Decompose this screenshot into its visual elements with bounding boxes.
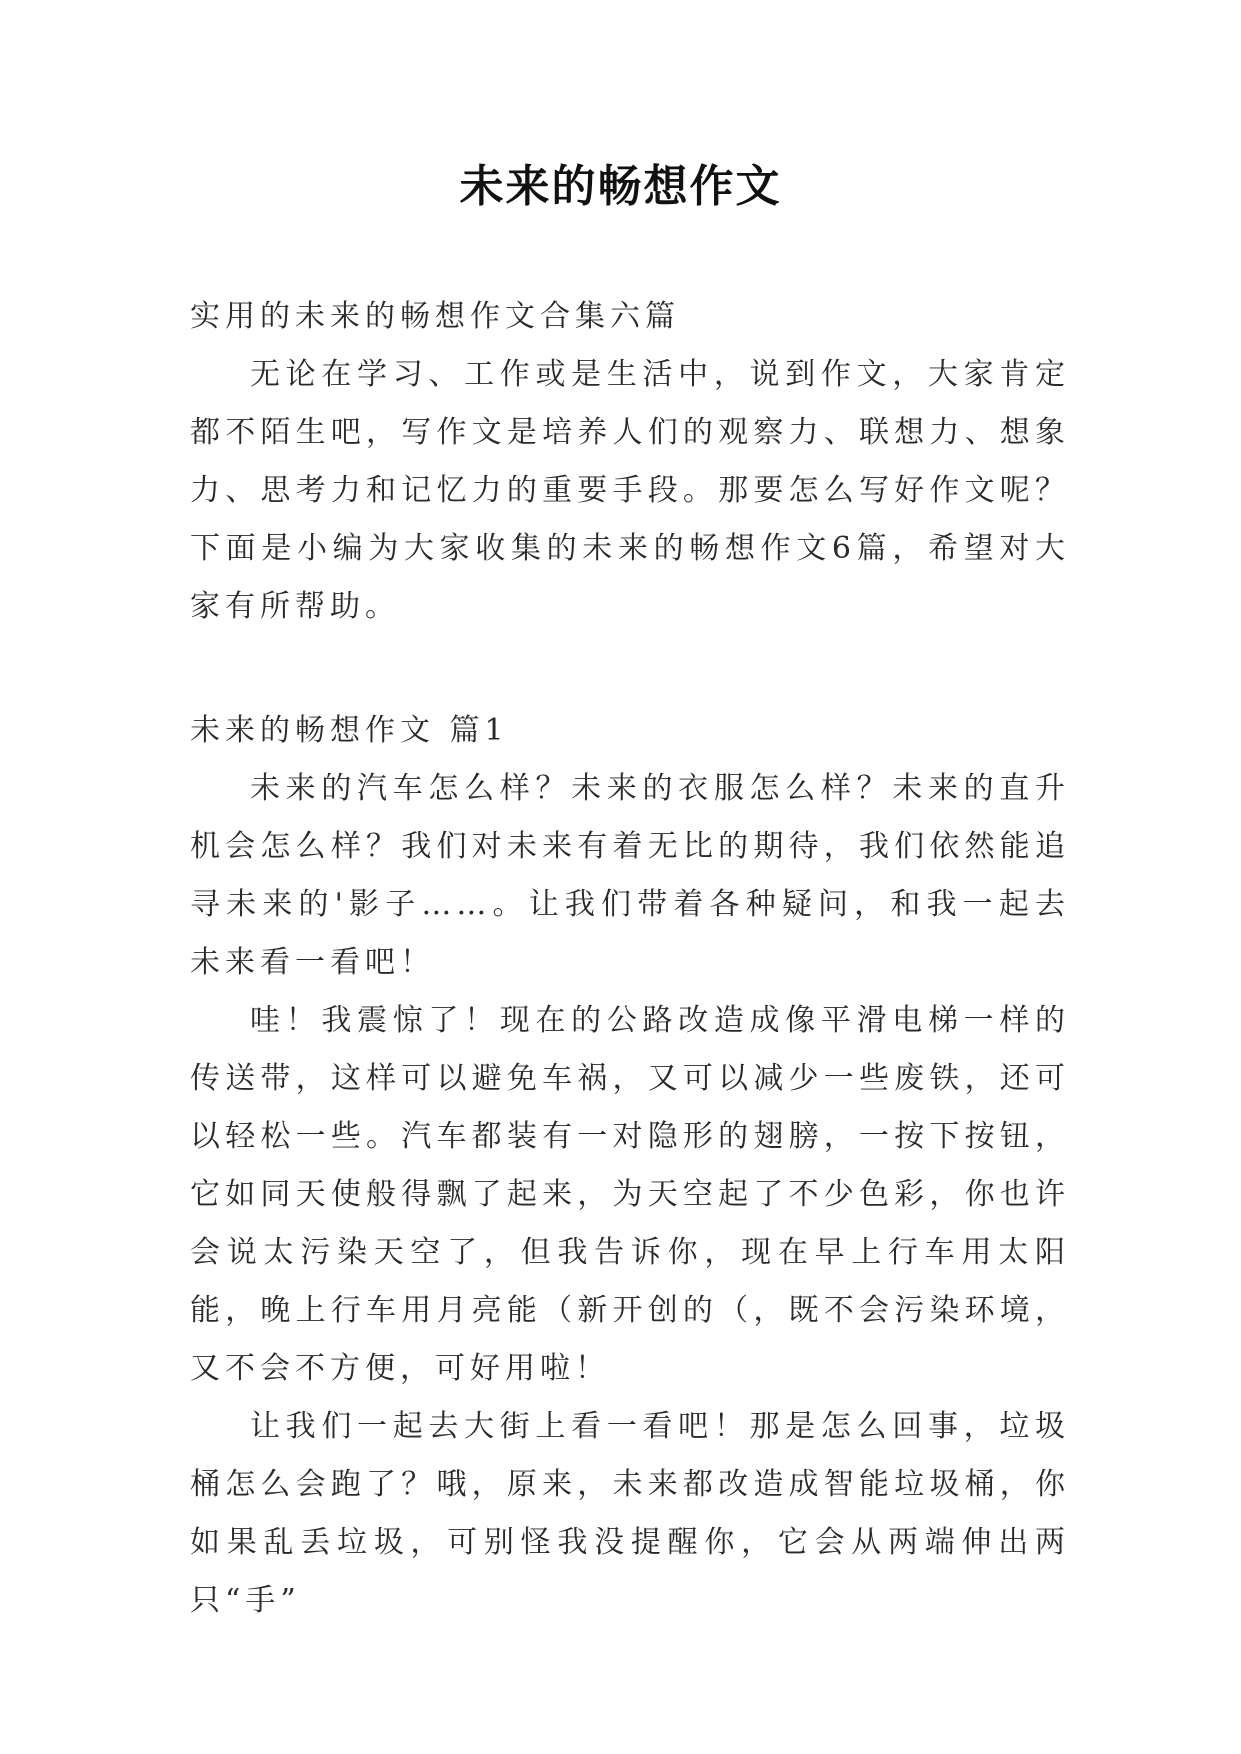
- document-body: [190, 288, 1070, 1630]
- section-paragraph: 哇！我震惊了！现在的公路改造成像平滑电梯一样的传送带，这样可以避免车祸，又可以减少一些废铁，还可以轻松一些。汽车都装有一对隐形的翅膀，一按下按钮，它如同天使般得飘了起来，为天空起了不少色彩，你也许会说太污染天空了，但我告诉你，现在早上行车用太阳能，晚上行车用月亮能（新开创的（，既不会污染环境，又不会不方便，可好用啦！: [190, 1003, 1070, 1386]
- document-title: 未来的畅想作文: [459, 161, 782, 212]
- section-heading: 未来的畅想作文 篇1: [190, 713, 509, 748]
- section-paragraph: 未来的汽车怎么样？未来的衣服怎么样？未来的直升机会怎么样？我们对未来有着无比的期待，我们依然能追寻未来的'影子……。让我们带着各种疑问，和我一起去未来看一看吧！: [190, 771, 1070, 980]
- document-subtitle: 实用的未来的畅想作文合集六篇: [190, 299, 680, 334]
- section-spacer: [190, 636, 1070, 702]
- section-paragraph: 让我们一起去大街上看一看吧！那是怎么回事，垃圾桶怎么会跑了？哦，原来，未来都改造成智能垃圾桶，你如果乱丢垃圾，可别怪我没提醒你，它会从两端伸出两只“手”: [190, 1409, 1070, 1618]
- intro-paragraph: 无论在学习、工作或是生活中，说到作文，大家肯定都不陌生吧，写作文是培养人们的观察力、联想力、想象力、思考力和记忆力的重要手段。那要怎么写好作文呢？下面是小编为大家收集的未来的畅想作文6篇，希望对大家有所帮助。: [190, 357, 1070, 624]
